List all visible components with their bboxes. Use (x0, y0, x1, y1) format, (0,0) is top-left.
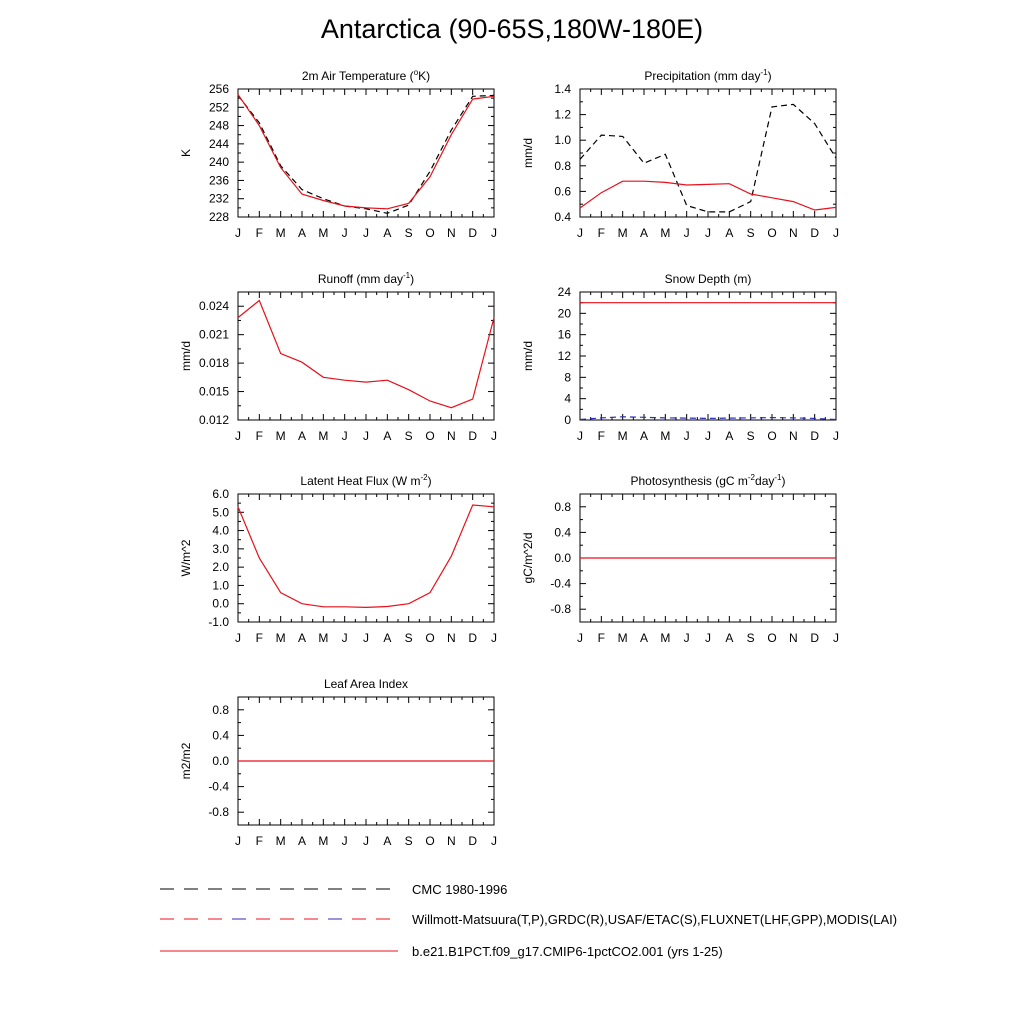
title-text: Latent Heat Flux (W m (300, 474, 421, 488)
x-tick-label: M (318, 226, 329, 240)
x-tick-label: J (577, 429, 583, 443)
title-superscript: -1 (760, 68, 768, 77)
y-tick-label: -0.8 (550, 602, 571, 617)
title-superscript: o (413, 68, 419, 77)
y-tick-label: 252 (208, 100, 229, 115)
series-line-model (238, 505, 494, 607)
x-tick-label: J (705, 429, 711, 443)
x-tick-label: J (363, 429, 369, 443)
x-tick-label: J (363, 226, 369, 240)
y-tick-label: 0.021 (198, 327, 229, 342)
legend-label: Willmott-Matsuura(T,P),GRDC(R),USAF/ETAC(S),FLUXNET(LHF,GPP),MODIS(LAI) (412, 912, 898, 927)
x-tick-label: M (660, 631, 671, 645)
x-tick-label: S (404, 429, 413, 443)
x-tick-label: A (383, 631, 392, 645)
x-tick-label: J (491, 429, 497, 443)
legend-item (160, 944, 723, 959)
y-tick-label: 232 (208, 191, 229, 206)
y-tick-label: 8 (564, 370, 571, 385)
x-tick-label: O (767, 631, 777, 645)
title-text: ) (767, 69, 772, 83)
x-tick-label: S (404, 226, 413, 240)
x-tick-label: N (446, 631, 456, 645)
title-text: 2m Air Temperature ( (301, 69, 414, 83)
title-superscript: -1 (403, 271, 411, 280)
x-tick-label: F (255, 631, 264, 645)
series-line-obs-black (580, 104, 836, 211)
chart-panel-6 (521, 473, 839, 645)
x-tick-label: A (639, 429, 649, 443)
legend-label: b.e21.B1PCT.f09_g17.CMIP6-1pctCO2.001 (yrs 1-25) (412, 944, 723, 959)
y-tick-label: 0.0 (212, 754, 229, 768)
x-tick-label: M (275, 631, 286, 645)
x-tick-label: J (341, 834, 348, 848)
y-tick-label: 0.0 (554, 551, 571, 565)
plot-frame (580, 89, 836, 217)
x-tick-label: M (318, 631, 329, 645)
x-tick-label: A (297, 429, 307, 443)
x-tick-label: J (341, 631, 348, 645)
x-tick-label: F (597, 226, 606, 240)
x-tick-label: S (404, 631, 413, 645)
x-tick-label: D (468, 834, 478, 848)
x-tick-label: O (767, 226, 777, 240)
y-axis-label: mm/d (521, 341, 535, 371)
x-tick-label: J (577, 226, 583, 240)
y-axis-label: mm/d (521, 138, 535, 168)
y-axis-label: gC/m^2/d (521, 532, 535, 584)
x-tick-label: M (275, 429, 286, 443)
x-tick-label: N (446, 429, 456, 443)
x-tick-label: J (683, 226, 690, 240)
y-tick-label: 0.4 (554, 525, 571, 540)
y-tick-label: 256 (208, 82, 229, 96)
x-tick-label: M (275, 834, 286, 848)
y-tick-label: 0 (564, 413, 571, 427)
title-text: Precipitation (mm day (644, 69, 761, 83)
x-tick-label: D (810, 429, 820, 443)
y-tick-label: 0.015 (198, 384, 229, 399)
y-tick-label: 1.4 (554, 82, 571, 96)
legend (160, 882, 897, 959)
series-line-obs-black (238, 95, 494, 213)
x-tick-label: J (491, 226, 497, 240)
y-tick-label: 0.8 (554, 158, 571, 173)
x-tick-label: D (468, 226, 478, 240)
x-tick-label: J (235, 226, 241, 240)
x-tick-label: S (746, 631, 755, 645)
chart-panel-5 (179, 473, 497, 645)
y-tick-label: 0.8 (212, 702, 229, 717)
x-tick-label: F (255, 226, 264, 240)
y-tick-label: 0.4 (212, 728, 229, 743)
x-tick-label: S (404, 834, 413, 848)
x-tick-label: J (363, 631, 369, 645)
y-tick-label: 0.018 (198, 356, 229, 371)
x-tick-label: J (705, 631, 711, 645)
x-tick-label: M (617, 226, 628, 240)
legend-label: CMC 1980-1996 (412, 882, 508, 897)
x-tick-label: J (363, 834, 369, 848)
title-text: Runoff (mm day (317, 272, 404, 286)
series-line-model (238, 95, 494, 209)
y-tick-label: 0.4 (554, 210, 571, 224)
x-tick-label: J (833, 429, 839, 443)
x-tick-label: D (468, 429, 478, 443)
y-tick-label: 0.0 (212, 596, 229, 611)
y-tick-label: 4 (564, 391, 571, 406)
y-tick-label: 5.0 (212, 505, 229, 520)
x-tick-label: N (446, 226, 456, 240)
title-text: K) (418, 69, 431, 83)
panel-title (665, 272, 752, 286)
x-tick-label: N (788, 429, 798, 443)
plot-frame (238, 89, 494, 217)
x-tick-label: F (255, 834, 264, 848)
y-tick-label: 244 (208, 136, 229, 151)
x-tick-label: D (468, 631, 478, 645)
x-tick-label: M (318, 429, 329, 443)
y-tick-label: 228 (208, 210, 229, 224)
y-tick-label: 1.2 (554, 107, 571, 122)
legend-item (160, 912, 897, 927)
panel-title (631, 473, 786, 488)
panel-title (318, 271, 414, 286)
title-text: Leaf Area Index (323, 677, 409, 691)
chart-panel-4 (521, 272, 839, 443)
x-tick-label: O (425, 429, 435, 443)
y-axis-label: mm/d (179, 341, 193, 371)
x-tick-label: F (597, 631, 606, 645)
y-tick-label: 0.024 (198, 299, 229, 314)
x-tick-label: F (597, 429, 606, 443)
x-tick-label: D (810, 226, 820, 240)
x-tick-label: J (833, 631, 839, 645)
y-tick-label: 24 (557, 285, 571, 299)
plot-frame (238, 292, 494, 420)
y-axis-label: m2/m2 (179, 742, 193, 780)
y-axis-label: W/m^2 (179, 539, 193, 577)
x-tick-label: J (341, 429, 348, 443)
y-tick-label: 0.012 (198, 413, 229, 427)
y-tick-label: 2.0 (212, 560, 229, 575)
title-text: ) (781, 474, 786, 488)
x-tick-label: J (833, 226, 839, 240)
x-tick-label: A (725, 226, 734, 240)
x-tick-label: M (660, 429, 671, 443)
title-superscript: -2 (747, 473, 756, 482)
panel-title (324, 677, 408, 691)
x-tick-label: M (275, 226, 286, 240)
y-tick-label: 0.6 (554, 184, 571, 199)
x-tick-label: S (746, 226, 755, 240)
plot-frame (580, 292, 836, 420)
series-line-model (238, 301, 494, 408)
y-tick-label: 0.8 (554, 499, 571, 514)
x-tick-label: O (425, 834, 435, 848)
x-tick-label: A (297, 834, 307, 848)
series-line-model (580, 181, 836, 210)
x-tick-label: A (297, 631, 307, 645)
x-tick-label: A (639, 226, 649, 240)
x-tick-label: J (235, 429, 241, 443)
title-text: day (755, 474, 775, 488)
y-tick-label: 240 (208, 155, 229, 170)
x-tick-label: M (318, 834, 329, 848)
x-tick-label: D (810, 631, 820, 645)
x-tick-label: J (705, 226, 711, 240)
y-tick-label: 4.0 (212, 523, 229, 538)
title-superscript: -2 (420, 473, 428, 482)
title-text: Photosynthesis (gC m (630, 474, 748, 488)
x-tick-label: N (788, 631, 798, 645)
x-tick-label: A (639, 631, 649, 645)
x-tick-label: J (683, 631, 690, 645)
y-tick-label: 3.0 (212, 541, 229, 556)
x-tick-label: O (425, 631, 435, 645)
x-tick-label: J (491, 834, 497, 848)
x-tick-label: N (788, 226, 798, 240)
x-tick-label: M (617, 429, 628, 443)
x-tick-label: N (446, 834, 456, 848)
y-tick-label: 1.0 (212, 578, 229, 593)
x-tick-label: J (491, 631, 497, 645)
x-tick-label: J (577, 631, 583, 645)
chart-panel-3 (179, 271, 497, 443)
x-tick-label: J (341, 226, 348, 240)
x-tick-label: S (746, 429, 755, 443)
y-axis-label: K (179, 148, 193, 158)
legend-item (160, 882, 507, 897)
x-tick-label: M (617, 631, 628, 645)
figure-title: Antarctica (90-65S,180W-180E) (320, 14, 704, 44)
x-tick-label: O (767, 429, 777, 443)
y-tick-label: 236 (208, 173, 229, 188)
y-tick-label: 6.0 (212, 487, 229, 501)
x-tick-label: A (725, 631, 734, 645)
y-tick-label: -0.8 (208, 805, 229, 820)
title-text: Snow Depth (m) (664, 272, 752, 286)
panel-title (644, 68, 771, 83)
panel-title (300, 473, 431, 488)
x-tick-label: A (383, 429, 392, 443)
x-tick-label: M (660, 226, 671, 240)
y-tick-label: -0.4 (550, 576, 571, 591)
chart-panel-2 (521, 68, 839, 240)
title-superscript: -1 (774, 473, 782, 482)
x-tick-label: A (725, 429, 734, 443)
y-tick-label: -0.4 (208, 779, 229, 794)
x-tick-label: A (383, 226, 392, 240)
x-tick-label: A (297, 226, 307, 240)
y-tick-label: 16 (557, 327, 571, 342)
panel-title (302, 68, 430, 83)
y-tick-label: 1.0 (554, 133, 571, 148)
x-tick-label: J (683, 429, 690, 443)
x-tick-label: F (255, 429, 264, 443)
x-tick-label: O (425, 226, 435, 240)
plot-frame (238, 494, 494, 622)
x-tick-label: J (235, 631, 241, 645)
chart-panel-1 (179, 68, 497, 240)
y-tick-label: 12 (557, 349, 571, 363)
y-tick-label: -1.0 (208, 615, 229, 629)
chart-panel-7 (179, 677, 497, 848)
title-text: ) (410, 272, 415, 286)
title-text: ) (427, 474, 432, 488)
y-tick-label: 20 (557, 306, 571, 321)
x-tick-label: A (383, 834, 392, 848)
x-tick-label: J (235, 834, 241, 848)
y-tick-label: 248 (208, 118, 229, 133)
